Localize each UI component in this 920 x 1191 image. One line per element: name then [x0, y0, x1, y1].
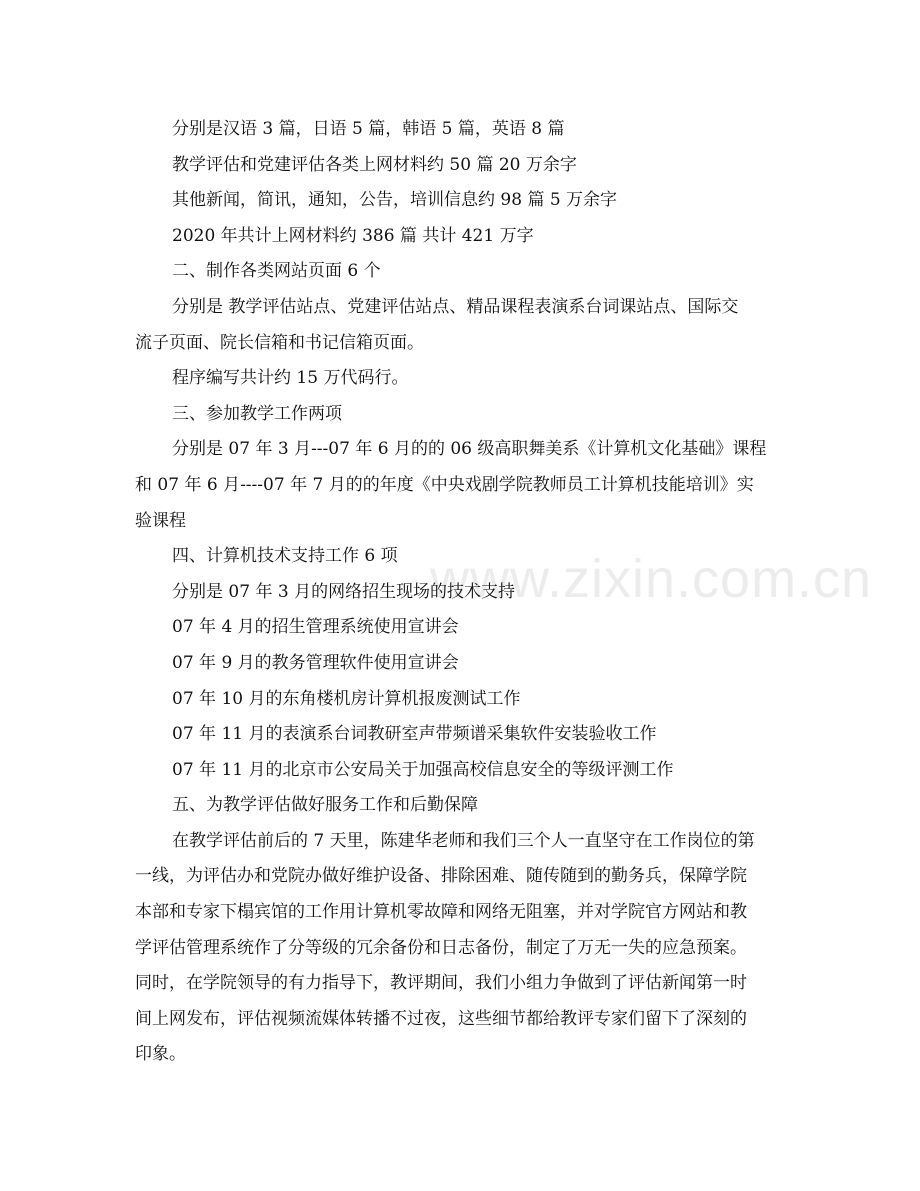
- section-heading: 五、为教学评估做好服务工作和后勤保障: [172, 795, 478, 816]
- section-heading: 二、制作各类网站页面 6 个: [172, 261, 381, 282]
- paragraph-line: 07 年 10 月的东角楼机房计算机报废测试工作: [172, 688, 521, 709]
- paragraph-line: 分别是 07 年 3 月的网络招生现场的技术支持: [172, 581, 516, 602]
- paragraph-line: 间上网发布，评估视频流媒体转播不过夜，这些细节都给教评专家们留下了深刻的: [135, 1008, 747, 1029]
- paragraph-line: 一线，为评估办和党院办做好维护设备、排除困难、随传随到的勤务兵，保障学院: [135, 866, 747, 887]
- paragraph-line: 07 年 9 月的教务管理软件使用宣讲会: [172, 652, 459, 673]
- paragraph-line: 在教学评估前后的 7 天里，陈建华老师和我们三个人一直坚守在工作岗位的第: [172, 830, 755, 851]
- paragraph-line: 流子页面、院长信箱和书记信箱页面。: [135, 332, 424, 353]
- paragraph-line: 分别是汉语 3 篇，日语 5 篇，韩语 5 篇，英语 8 篇: [172, 119, 565, 139]
- paragraph-line: 教学评估和党建评估各类上网材料约 50 篇 20 万余字: [172, 154, 577, 175]
- section-heading: 四、计算机技术支持工作 6 项: [172, 546, 398, 567]
- paragraph-line: 程序编写共计约 15 万代码行。: [172, 368, 409, 389]
- paragraph-line: 07 年 11 月的表演系台词教研室声带频谱采集软件安装验收工作: [172, 724, 657, 745]
- paragraph-line: 其他新闻，简讯，通知，公告，培训信息约 98 篇 5 万余字: [172, 190, 618, 211]
- document-body: [135, 112, 785, 1073]
- paragraph-line: 2020 年共计上网材料约 386 篇 共计 421 万字: [172, 225, 534, 246]
- paragraph-line: 同时，在学院领导的有力指导下，教评期间，我们小组力争做到了评估新闻第一时: [135, 973, 747, 994]
- section-heading: 三、参加教学工作两项: [172, 403, 342, 424]
- paragraph-line: 07 年 4 月的招生管理系统使用宣讲会: [172, 617, 459, 638]
- paragraph-line: 分别是 教学评估站点、党建评估站点、精品课程表演系台词课站点、国际交: [172, 296, 739, 317]
- paragraph-line: 07 年 11 月的北京市公安局关于加强高校信息安全的等级评测工作: [172, 759, 674, 780]
- paragraph-line: 和 07 年 6 月----07 年 7 月的的年度《中央戏剧学院教师员工计算机技能培训》实: [135, 474, 754, 495]
- paragraph-line: 本部和专家下榻宾馆的工作用计算机零故障和网络无阻塞，并对学院官方网站和教: [135, 902, 747, 923]
- paragraph-line: 分别是 07 年 3 月---07 年 6 月的的 06 级高职舞美系《计算机文化基础》课程: [172, 439, 767, 460]
- paragraph-line: 学评估管理系统作了分等级的冗余备份和日志备份，制定了万无一失的应急预案。: [135, 937, 747, 958]
- paragraph-line: 印象。: [135, 1044, 186, 1065]
- paragraph-line: 验课程: [135, 510, 186, 531]
- watermark: www.zixin.com.cn: [430, 549, 873, 609]
